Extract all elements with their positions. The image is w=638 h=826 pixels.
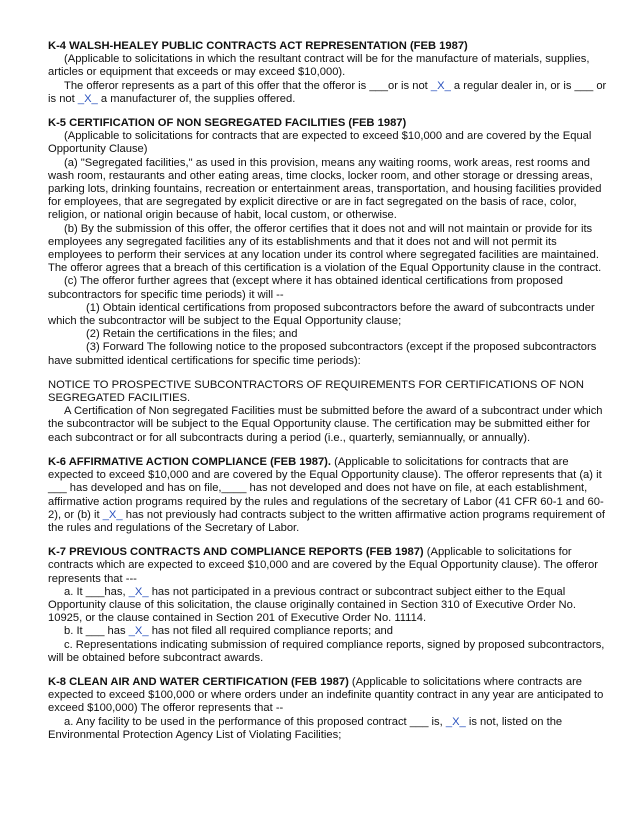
k5-paragraph-c3: (3) Forward The following notice to the proposed subcontractors (except if the proposed subcontractors have submitted identical certifications for specific time periods): <box>48 341 597 367</box>
k7-mark-b: _X_ <box>128 625 149 638</box>
k7-heading: K-7 PREVIOUS CONTRACTS AND COMPLIANCE REPORTS (FEB 1987) <box>48 546 424 559</box>
k4-representation: The offeror represents as a part of this offer that the offeror is ___or is not _X_ a regular dealer in, or is ___ or is not _X_ a manufacturer of, the supplies offered. <box>48 79 607 105</box>
section-k5 <box>48 117 608 445</box>
section-k4 <box>48 40 608 106</box>
k7-intro: K-7 PREVIOUS CONTRACTS AND COMPLIANCE REPORTS (FEB 1987) (Applicable to solicitations for contracts which are expected to exceed $10,000 and are covered by the Equal Opportunity clause). The offeror represents that --- <box>48 546 598 585</box>
k8-heading: K-8 CLEAN AIR AND WATER CERTIFICATION (FEB 1987) <box>48 675 349 688</box>
k5-notice-body: A Certification of Non segregated Facilities must be submitted before the award of a subcontract under which the subcontractor will be subject to the Equal Opportunity clause. The certification may be submitted either for each subcontract or for all subcontracts during a period (i.e., quarterly, semiannually, or annually). <box>48 405 603 444</box>
k8-mark-a: _X_ <box>445 715 466 728</box>
k5-paragraph-a: (a) "Segregated facilities," as used in this provision, means any waiting rooms, work areas, rest rooms and wash room, restaurants and other eating areas, time clocks, locker room, and other storage or dressing areas, parking lots, drinking fountains, recreation or entertainment areas, transportation, and housing facilities provided for employees, that are segregated by explicit directive or are in fact segregated on the basis of race, color, religion, or national origin because of habit, local custom, or otherwise. <box>48 156 602 222</box>
section-k8 <box>48 676 608 742</box>
k4-mark-2: _X_ <box>77 92 98 105</box>
k7-paragraph-c: c. Representations indicating submission of required compliance reports, signed by proposed subcontractors, will be obtained before subcontract awards. <box>48 638 605 664</box>
k7-paragraph-b: b. It ___ has _X_ has not filed all required compliance reports; and <box>64 625 393 638</box>
k4-heading: K-4 WALSH-HEALEY PUBLIC CONTRACTS ACT REPRESENTATION (FEB 1987) <box>48 40 468 52</box>
k5-notice-heading: NOTICE TO PROSPECTIVE SUBCONTRACTORS OF REQUIREMENTS FOR CERTIFICATIONS OF NON SEGREGATED FACILITIES. <box>48 378 585 405</box>
k6-mark: _X_ <box>102 508 123 521</box>
k8-paragraph-a: a. Any facility to be used in the performance of this proposed contract ___ is, _X_ is not, listed on the Environmental Protection Agency List of Violating Facilities; <box>48 715 563 741</box>
k5-applicability: (Applicable to solicitations for contracts that are expected to exceed $10,000 and are covered by the Equal Opportunity Clause) <box>48 130 592 156</box>
k5-paragraph-c: (c) The offeror further agrees that (except where it has obtained identical certifications from proposed subcontractors for specific time periods) it will -- <box>48 275 563 301</box>
k5-paragraph-c2: (2) Retain the certifications in the files; and <box>86 328 298 341</box>
k6-heading: K-6 AFFIRMATIVE ACTION COMPLIANCE (FEB 1987). <box>48 455 332 468</box>
k6-paragraph: K-6 AFFIRMATIVE ACTION COMPLIANCE (FEB 1987). (Applicable to solicitations for contracts that are expected to exceed $10,000 and are covered by the Equal Opportunity clause). The offeror represents that (a) it ___ has developed and has on file,____ has not developed and does not have on file, at each establishment, affirmative action programs required by the rules and regulations of the secretary of Labor (41 CFR 60-1 and 60-2), or (b) it _X_ has not previously had contracts subject to the written affirmative action programs requirement of the rules and regulations of the Secretary of Labor. <box>48 455 605 534</box>
k8-intro: K-8 CLEAN AIR AND WATER CERTIFICATION (FEB 1987) (Applicable to solicitations where contracts are expected to exceed $100,000 or where orders under an indefinite quantity contract in any year are anticipated to exceed $100,000) The offeror represents that -- <box>48 675 604 715</box>
k5-heading: K-5 CERTIFICATION OF NON SEGREGATED FACILITIES (FEB 1987) <box>48 117 407 130</box>
k4-mark-1: _X_ <box>430 79 451 92</box>
k4-applicability: (Applicable to solicitations in which the resultant contract will be for the manufacture of materials, supplies, articles or equipment that exceeds or may exceed $10,000). <box>48 53 590 79</box>
section-k7 <box>48 546 608 665</box>
k7-paragraph-a: a. It ___has, _X_ has not participated in a previous contract or subcontract subject either to the Equal Opportunity clause of this solicitation, the clause originally contained in Section 310 of Executive Order No. 10925, or the clause contained in Section 201 of Executive Order No. 11114. <box>48 585 576 625</box>
k5-paragraph-b: (b) By the submission of this offer, the offeror certifies that it does not and will not maintain or provide for its employees any segregated facilities any of its establishments and that it does not and will not permit its employees to perform their services at any location under its control where segregated facilities are maintained. The offeror agrees that a breach of this certification is a violation of the Equal Opportunity clause in the contract. <box>48 222 602 275</box>
k5-paragraph-c1: (1) Obtain identical certifications from proposed subcontractors before the award of subcontracts under which the subcontractor will be subject to the Equal Opportunity clause; <box>48 301 595 328</box>
section-k6 <box>48 456 608 535</box>
k7-mark-a: _X_ <box>128 585 149 598</box>
